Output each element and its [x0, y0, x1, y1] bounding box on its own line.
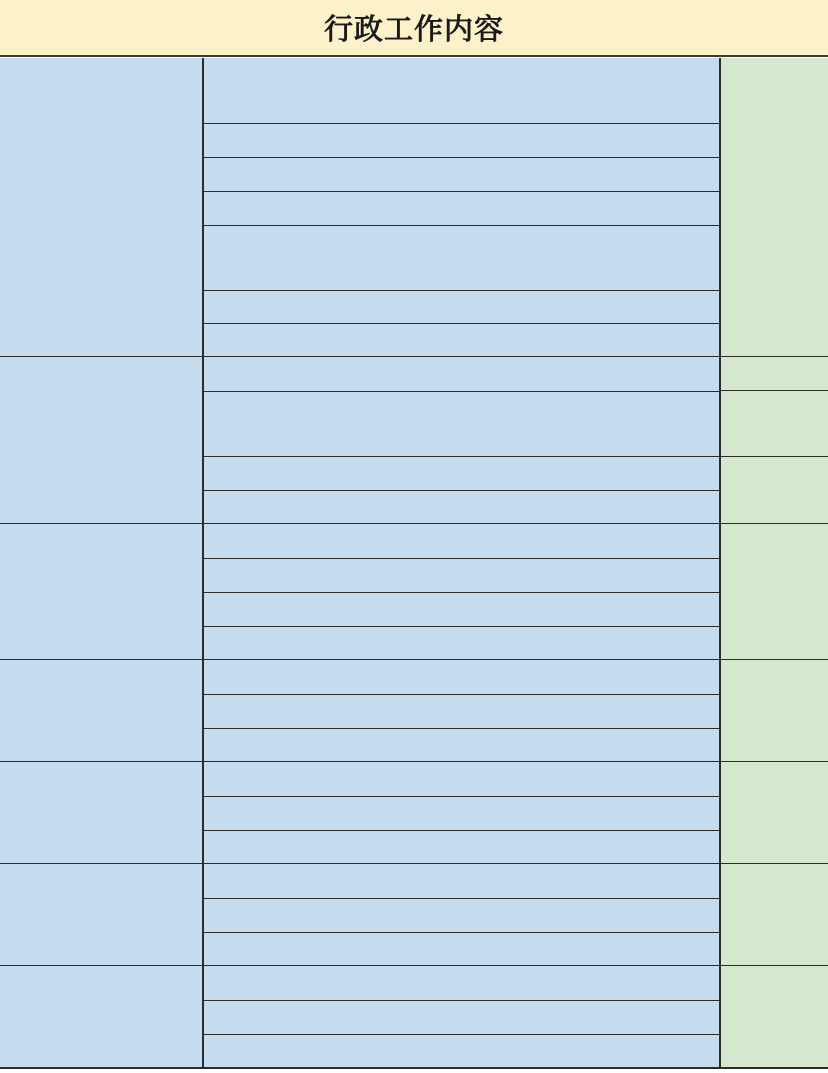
- task-cell: [202, 357, 720, 391]
- category-cell: [0, 966, 202, 1068]
- frequency-cell: [720, 58, 828, 357]
- frequency-cell: [720, 391, 828, 456]
- task-cell: [202, 966, 720, 1000]
- task-cell: [202, 932, 720, 966]
- category-cell: [0, 660, 202, 762]
- category-cell: [0, 357, 202, 524]
- task-cell: [202, 225, 720, 290]
- task-cell: [202, 456, 720, 490]
- task-cell: [202, 626, 720, 660]
- task-cell: [202, 391, 720, 456]
- frequency-cell: [720, 524, 828, 660]
- frequency-cell: [720, 864, 828, 966]
- task-cell: [202, 660, 720, 694]
- task-cell: [202, 123, 720, 157]
- task-cell: [202, 796, 720, 830]
- task-cell: [202, 490, 720, 524]
- column-divider: [202, 58, 204, 1068]
- task-cell: [202, 558, 720, 592]
- task-cell: [202, 762, 720, 796]
- task-cell: [202, 592, 720, 626]
- column-divider: [719, 58, 721, 1068]
- frequency-cell: [720, 966, 828, 1068]
- task-cell: [202, 191, 720, 225]
- task-cell: [202, 1000, 720, 1034]
- task-cell: [202, 1034, 720, 1068]
- task-cell: [202, 898, 720, 932]
- group-divider: [0, 1067, 828, 1069]
- frequency-cell: [720, 660, 828, 762]
- frequency-cell: [720, 762, 828, 864]
- category-cell: [0, 58, 202, 357]
- task-cell: [202, 694, 720, 728]
- task-cell: [202, 157, 720, 191]
- task-cell: [202, 864, 720, 898]
- task-cell: [202, 728, 720, 762]
- category-cell: [0, 762, 202, 864]
- task-cell: [202, 323, 720, 357]
- category-cell: [0, 524, 202, 660]
- category-cell: [0, 864, 202, 966]
- task-cell: [202, 58, 720, 123]
- table-title: 行政工作内容: [0, 0, 828, 57]
- task-cell: [202, 524, 720, 558]
- task-cell: [202, 290, 720, 323]
- task-cell: [202, 830, 720, 864]
